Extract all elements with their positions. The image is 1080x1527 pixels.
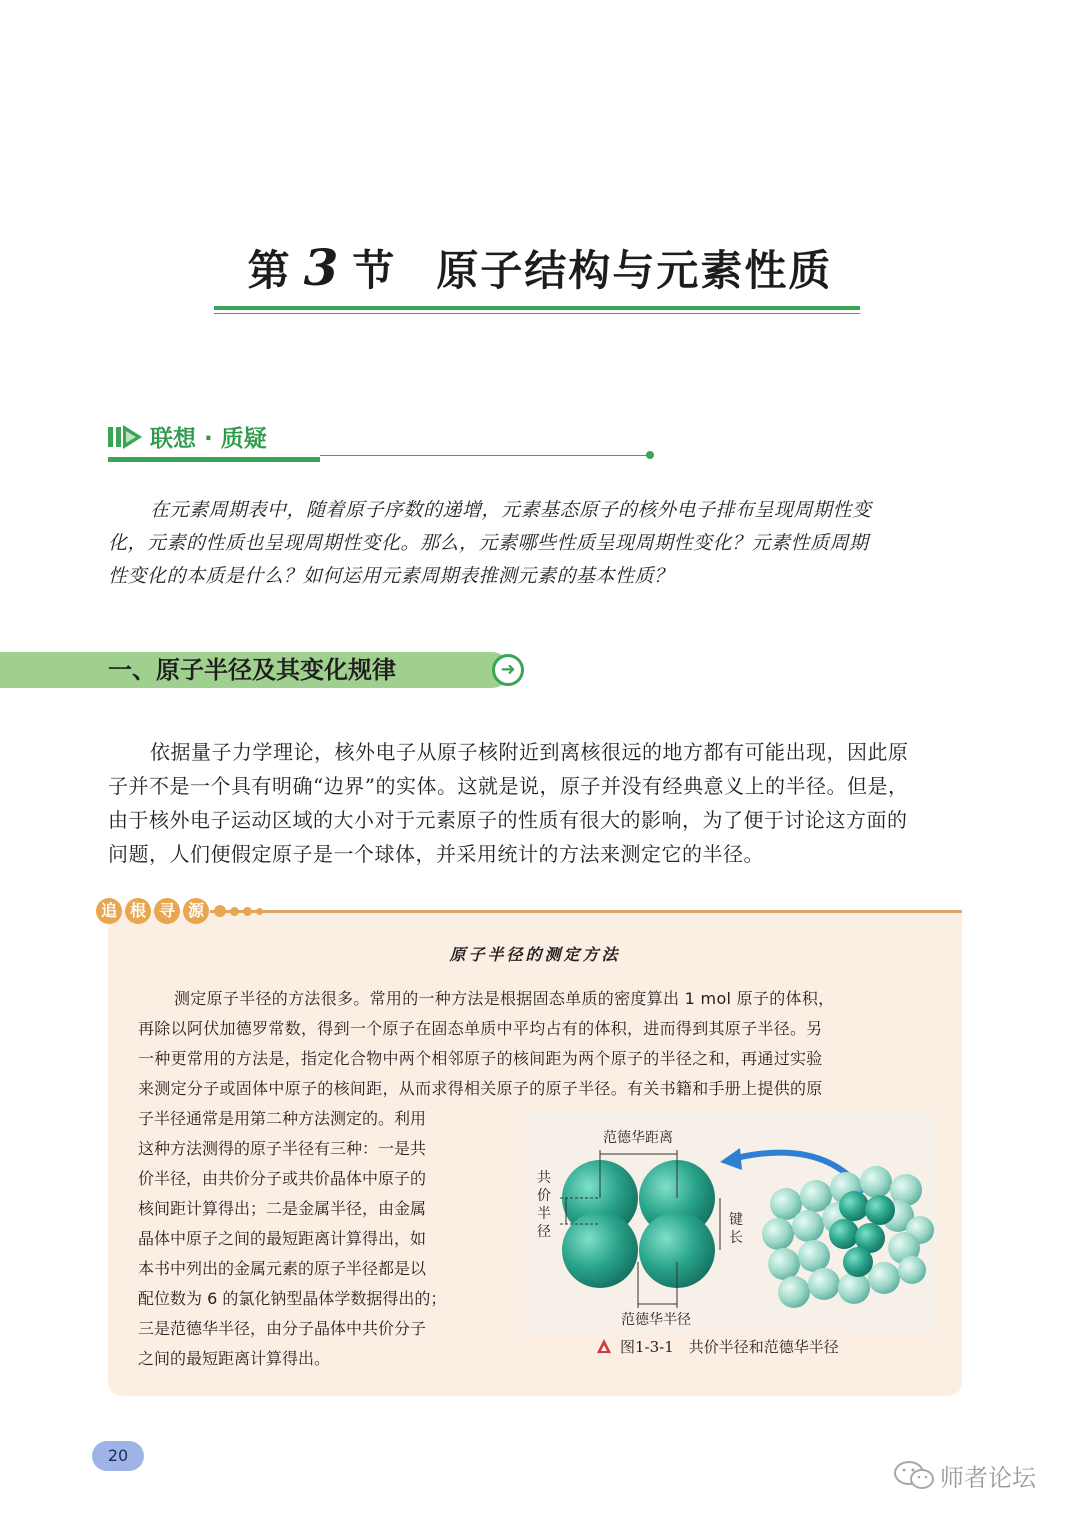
heading-rule-thin bbox=[320, 455, 650, 456]
box-badge-char: 寻 bbox=[154, 898, 180, 924]
box-top-rule bbox=[210, 910, 962, 913]
section-paragraph bbox=[108, 735, 964, 871]
title-underline bbox=[214, 306, 860, 310]
box-line: 来测定分子或固体中原子的核间距，从而求得相关原子的原子半径。有关书籍和手册上提供的原 bbox=[138, 1079, 823, 1098]
label-covalent-char: 半 bbox=[537, 1206, 551, 1222]
intro-paragraph bbox=[108, 494, 964, 593]
body-line: 由于核外电子运动区域的大小对于元素原子的性质有很大的影响，为了便于讨论这方面的 bbox=[108, 808, 908, 832]
badge-dot bbox=[214, 905, 226, 917]
badge-dot bbox=[230, 907, 239, 916]
box-left-line: 子半径通常是用第二种方法测定的。利用 bbox=[138, 1109, 427, 1128]
triangle-caption-icon bbox=[596, 1338, 612, 1354]
crystal-cluster bbox=[762, 1166, 934, 1308]
box-line: 一种更常用的方法是，指定化合物中两个相邻原子的核间距为两个原子的半径之和，再通过实验 bbox=[138, 1049, 823, 1068]
chapter-title bbox=[0, 238, 1080, 298]
body-line: 问题，人们便假定原子是一个球体，并采用统计的方法来测定它的半径。 bbox=[108, 842, 764, 866]
box-left-line: 之间的最短距离计算得出。 bbox=[138, 1349, 331, 1368]
figure-caption: 图1-3-1 共价半径和范德华半径 bbox=[620, 1338, 839, 1356]
wechat-icon bbox=[892, 1460, 936, 1490]
label-covalent-char: 共 bbox=[537, 1170, 551, 1186]
label-covalent-char: 径 bbox=[537, 1224, 551, 1240]
heading-rule bbox=[108, 457, 320, 462]
box-badge-char: 源 bbox=[183, 898, 209, 924]
chapter-prefix: 第 bbox=[247, 246, 292, 295]
intro-line: 化，元素的性质也呈现周期性变化。那么，元素哪些性质呈现周期性变化？元素性质周期 bbox=[108, 532, 869, 554]
badge-dot bbox=[256, 908, 263, 915]
box-left-line: 价半径，由共价分子或共价晶体中原子的 bbox=[138, 1169, 427, 1188]
box-badge-char: 追 bbox=[96, 898, 122, 924]
atom-sphere bbox=[562, 1212, 638, 1288]
body-line: 子并不是一个具有明确“边界”的实体。这就是说，原子并没有经典意义上的半径。但是， bbox=[108, 774, 909, 798]
title-underline-thin bbox=[214, 313, 860, 314]
box-left-column bbox=[138, 1104, 498, 1374]
label-bond-char: 长 bbox=[729, 1230, 743, 1246]
box-badge-char: 根 bbox=[125, 898, 151, 924]
play-arrow-icon bbox=[108, 424, 142, 450]
box-line: 测定原子半径的方法很多。常用的一种方法是根据固态单质的密度算出 1 mol 原子的体积， bbox=[174, 989, 835, 1008]
chapter-number: 3 bbox=[303, 238, 341, 297]
chapter-suffix: 节 bbox=[352, 246, 397, 295]
box-left-line: 配位数为 6 的氯化钠型晶体学数据得出的； bbox=[138, 1289, 447, 1308]
section-title: 一、原子半径及其变化规律 bbox=[108, 656, 396, 684]
label-covalent-char: 价 bbox=[537, 1188, 551, 1204]
heading-rule-dot bbox=[646, 451, 654, 459]
page-number: 20 bbox=[92, 1441, 144, 1471]
badge-dot bbox=[243, 907, 252, 916]
box-left-line: 三是范德华半径，由分子晶体中共价分子 bbox=[138, 1319, 427, 1338]
label-vdw-radius: 范德华半径 bbox=[621, 1312, 691, 1328]
box-left-line: 本书中列出的金属元素的原子半径都是以 bbox=[138, 1259, 427, 1278]
label-vdw-distance: 范德华距离 bbox=[603, 1130, 673, 1146]
box-line: 再除以阿伏加德罗常数，得到一个原子在固态单质中平均占有的体积，进而得到其原子半径。另 bbox=[138, 1019, 823, 1038]
watermark-text: 师者论坛 bbox=[940, 1464, 1036, 1492]
box-left-line: 核间距计算得出；二是金属半径，由金属 bbox=[138, 1199, 427, 1218]
intro-line: 在元素周期表中，随着原子序数的递增，元素基态原子的核外电子排布呈现周期性变 bbox=[150, 499, 872, 521]
box-left-line: 晶体中原子之间的最短距离计算得出，如 bbox=[138, 1229, 427, 1248]
body-line: 依据量子力学理论，核外电子从原子核附近到离核很远的地方都有可能出现，因此原 bbox=[150, 740, 909, 764]
chapter-name: 原子结构与元素性质 bbox=[436, 246, 833, 295]
box-left-line: 这种方法测得的原子半径有三种：一是共 bbox=[138, 1139, 427, 1158]
label-bond-char: 键 bbox=[729, 1212, 743, 1228]
lianxiang-heading: 联想 · 质疑 bbox=[150, 426, 267, 452]
atom-radius-figure bbox=[524, 1112, 938, 1334]
arrow-right-icon: ➜ bbox=[492, 654, 524, 686]
box-paragraph bbox=[138, 984, 938, 1104]
intro-line: 性变化的本质是什么？如何运用元素周期表推测元素的基本性质？ bbox=[108, 565, 674, 587]
box-title: 原子半径的测定方法 bbox=[449, 945, 621, 964]
